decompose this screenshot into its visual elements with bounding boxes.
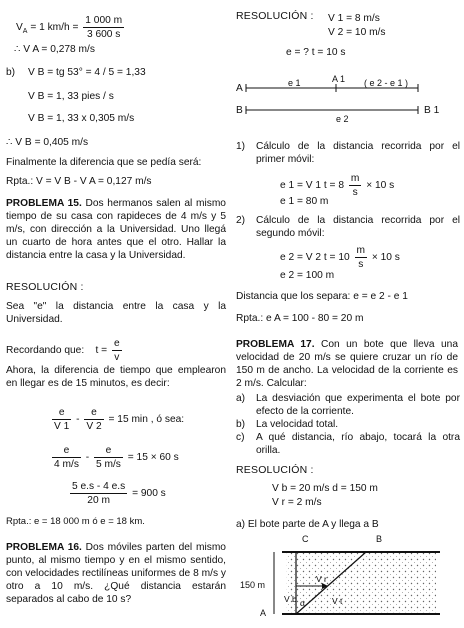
eq3-rest: = 900 s: [132, 488, 166, 500]
fig-label-150: 150 m: [240, 580, 266, 590]
fig-label-b: B: [376, 534, 383, 544]
va-num: 1 000 m: [83, 14, 124, 28]
v1-given: V 1 = 8 m/s: [328, 13, 380, 24]
problem-17-title: PROBLEMA 17.: [236, 339, 315, 350]
resolution-heading-3: RESOLUCIÓN :: [236, 464, 314, 476]
option-c-label: c): [236, 432, 245, 443]
problem-15-text: Dos hermanos salen al mismo tiempo de su casa con rapideces de 4 m/s y 5 m/s, con dirección a la Universidad. Uno llegá un cuarto de hora antes que el otro. Hallar la distancia entre la casa y la Universidad.: [6, 198, 226, 262]
eq2-rest: = 15 × 60 s: [127, 452, 179, 464]
diag-label-e2: e 2: [336, 114, 349, 124]
distance-text: Distancia que los separa: e = e 2 - e 1: [236, 291, 408, 302]
unknown-given: e = ? t = 10 s: [286, 47, 346, 58]
a-text: a) El bote parte de A y llega a B: [236, 519, 379, 530]
vb-given: V b = 20 m/s d = 150 m: [272, 483, 378, 494]
problem-15: [6, 197, 226, 262]
problem-16-title: PROBLEMA 16.: [6, 542, 82, 553]
e2-frac: [355, 244, 368, 271]
eq1-d1: V 1: [54, 421, 70, 433]
item-1-num: 1): [236, 141, 246, 152]
fig-label-vb: V b: [284, 594, 297, 604]
e2-tail: × 10 s: [371, 252, 400, 264]
option-b-text: La velocidad total.: [256, 419, 339, 430]
va-mid: = 1 km/h =: [30, 22, 79, 34]
option-c-text: A qué distancia, río abajo, tocará la otra orilla.: [256, 432, 460, 457]
recordando-label: Recordando que:: [6, 345, 85, 357]
t-eq: t =: [95, 345, 108, 357]
fig-label-alpha: α: [300, 598, 305, 608]
ahora-text: Ahora, la diferencia de tiempo que emplearon en llegar es de 15 minutos, es decir:: [6, 365, 226, 390]
resolution-heading-1: RESOLUCIÓN :: [6, 281, 84, 293]
va-den: 3 600 s: [86, 29, 121, 41]
va-fraction: [83, 14, 124, 41]
fig-label-vt: V t: [332, 596, 343, 606]
item-1-text: Cálculo de la distancia recorrida por el primer móvil:: [256, 141, 460, 166]
eq1-frac-1: [52, 406, 71, 433]
vr-given: V r = 2 m/s: [272, 497, 322, 508]
problem-17-text: Con un bote que lleva una velocidad de 20 m/s se quiere cruzar un río de 150 m de ancho. La velocidad de la corriente es 2 m/s. Calcular:: [236, 339, 458, 390]
rpta-1: Rpta.: V = V B - V A = 0,127 m/s: [6, 176, 152, 187]
e1-frac-n: m: [349, 172, 362, 186]
v2-given: V 2 = 10 m/s: [328, 27, 386, 38]
equation-2: $\frac{e}{4 m/s}$ - $\frac{e}{5 m/s}$ = 15 × 60 s: [54, 445, 179, 471]
e1-tail: × 10 s: [366, 180, 395, 192]
item-2-num: 2): [236, 215, 246, 226]
b-label: b): [6, 67, 16, 78]
resolution-heading-2: RESOLUCIÓN :: [236, 10, 314, 22]
eq2-d1: 4 m/s: [54, 459, 79, 471]
river-water: [286, 552, 436, 614]
problem-17: [236, 338, 458, 390]
vb-line-1: V B = tg 53° = 4 / 5 = 1,33: [28, 67, 146, 78]
recordando-line: [6, 337, 124, 364]
eq2-n2: e: [94, 444, 123, 458]
eq1-rest: = 15 min , ó sea:: [108, 414, 185, 426]
rpta-3: Rpta.: e A = 100 - 80 = 20 m: [236, 313, 364, 324]
e2-equation: [280, 244, 400, 271]
eq2-frac-1: [52, 444, 81, 471]
eq3-n: 5 e.s - 4 e.s: [70, 480, 127, 494]
va-equation: [16, 14, 126, 41]
vb-line-2: V B = 1, 33 pies / s: [28, 91, 114, 102]
equation-3: [68, 480, 166, 507]
eq1-n1: e: [52, 406, 71, 420]
option-a-text: La desviación que experimenta el bote por efecto de la corriente.: [256, 393, 460, 418]
option-b-label: b): [236, 419, 246, 430]
diag-label-a1: A 1: [332, 74, 346, 84]
final-text: Finalmente la diferencia que se pedía será:: [6, 157, 202, 168]
vb-line-3: V B = 1, 33 x 0,305 m/s: [28, 113, 135, 124]
va-lhs: $V_A$: [16, 22, 28, 36]
river-figure: [236, 534, 460, 624]
e2-frac-d: s: [358, 259, 364, 271]
vb-line-4: ∴ V B = 0,405 m/s: [6, 137, 89, 148]
e1-eq: e 1 = V 1 t = 8: [280, 180, 345, 192]
rpta-2: Rpta.: e = 18 000 m ó e = 18 km.: [6, 516, 145, 527]
diag-label-e1: e 1: [288, 78, 301, 88]
fig-label-vr: V r: [316, 574, 327, 584]
eq2-frac-2: [94, 444, 123, 471]
item-2-text: Cálculo de la distancia recorrida por el segundo móvil:: [256, 215, 460, 240]
t-fraction: [112, 337, 122, 364]
e2-eq: e 2 = V 2 t = 10: [280, 252, 350, 264]
eq3-d: 20 m: [87, 495, 110, 507]
fig-label-c: C: [302, 534, 309, 544]
diag-label-a: A: [236, 83, 243, 94]
eq1-n2: e: [84, 406, 103, 420]
option-a-label: a): [236, 393, 246, 404]
e1-frac-d: s: [352, 187, 358, 199]
problem-16-text: Dos móviles parten del mismo punto, al mismo tiempo y en el mismo sentido, con velocidades rectilíneas uniformes de 8 m/s y otro a 10 m/s. ¿Qué distancia estarán separados al cabo de 10 s?: [6, 542, 226, 606]
e2-frac-n: m: [355, 244, 368, 258]
diag-label-b: B: [236, 105, 243, 116]
problem-15-title: PROBLEMA 15.: [6, 198, 82, 209]
e2-result: e 2 = 100 m: [280, 270, 335, 281]
e1-frac: [349, 172, 362, 199]
sea-text: Sea "e" la distancia entre la casa y la Universidad.: [6, 301, 226, 326]
therefore-va: ∴ V A = 0,278 m/s: [14, 44, 95, 55]
t-den: v: [114, 352, 120, 364]
eq1-d2: V 2: [86, 421, 102, 433]
eq3-frac: [70, 480, 127, 507]
problem-16: [6, 541, 226, 606]
t-num: e: [112, 337, 122, 351]
e1-result: e 1 = 80 m: [280, 196, 329, 207]
equation-1: $\frac{e}{V 1}$ - $\frac{e}{V 2}$ = 15 min , ó sea:: [54, 407, 185, 433]
fig-label-a: A: [260, 608, 267, 618]
eq2-n1: e: [52, 444, 81, 458]
diag-label-e2e1: ( e 2 - e 1 ): [364, 78, 409, 88]
diag-label-b1: B 1: [424, 105, 440, 116]
eq2-d2: 5 m/s: [95, 459, 121, 471]
eq1-frac-2: [84, 406, 103, 433]
